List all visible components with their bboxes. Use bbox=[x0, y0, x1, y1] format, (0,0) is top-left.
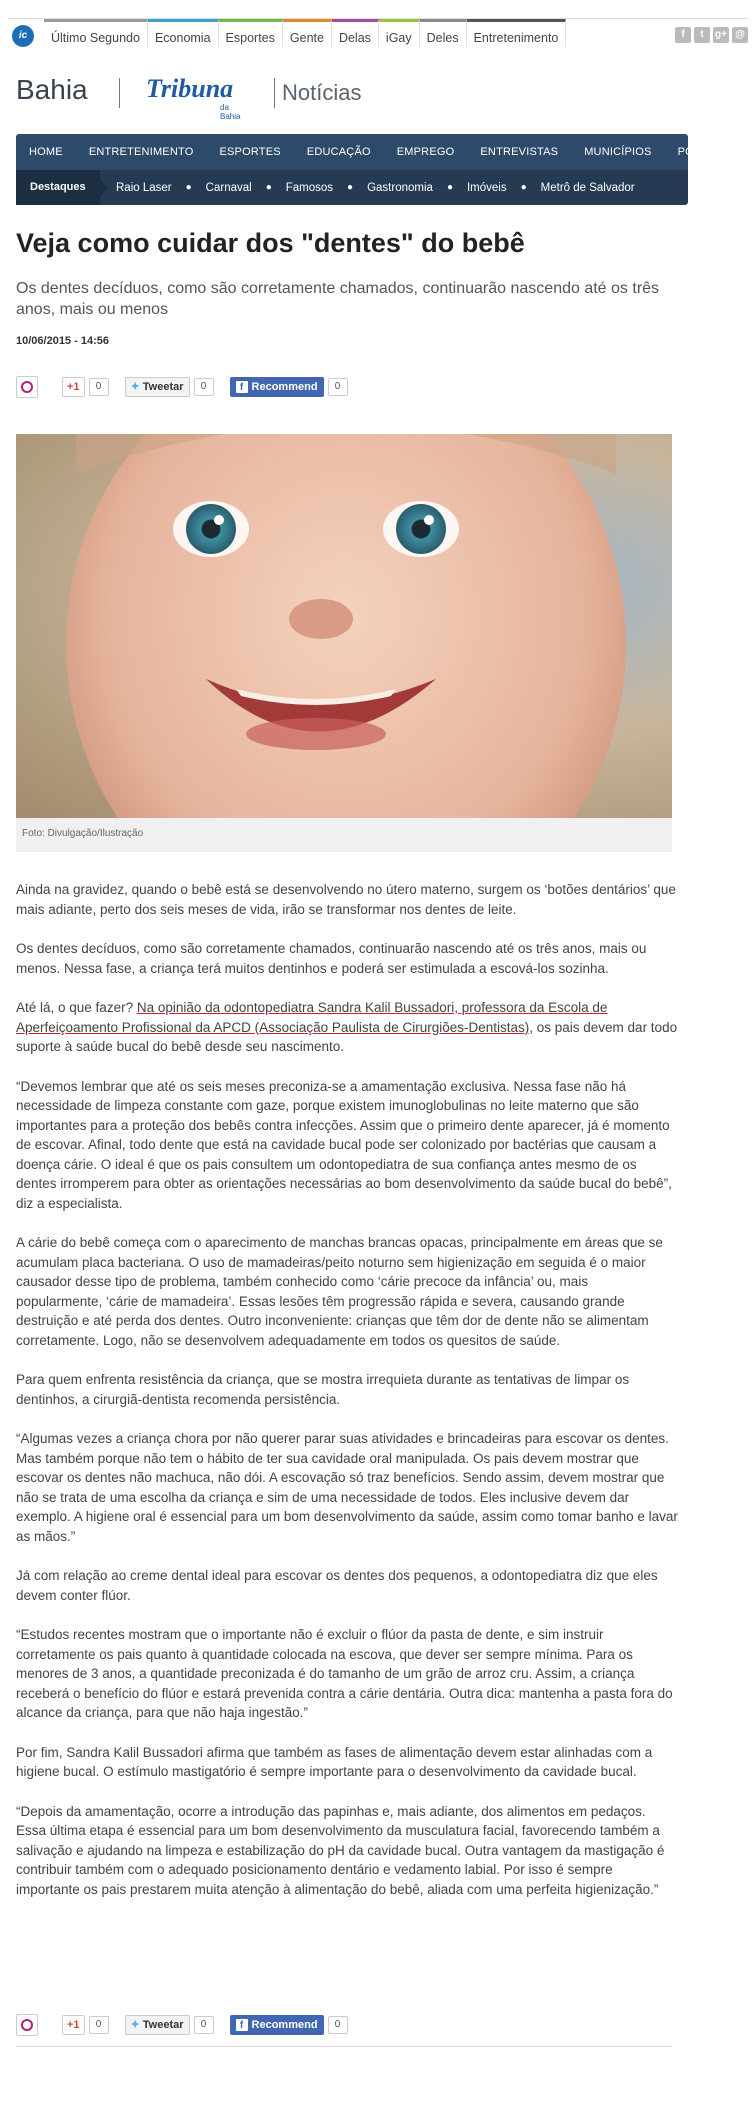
article-paragraph: “Devemos lembrar que até os seis meses preconiza-se a amamentação exclusiva. Nessa fase não há necessidade de limpeza constante com gaze, porque existem imunoglobulinas no leite materno que são importantes para a proteção dos bebês contra infecções. Assim que o primeiro dente aparecer, já é momento de escovar. Afinal, todo dente que está na cavidade bucal pode ser colonizado por bactérias que causam a doença cárie. O ideal é que os pais consultem um odontopediatra de sua confiança antes mesmo de os dentes irromperem para obter as orientações necessárias ao bom desenvolvimento da saúde bucal do bebê”, diz a especialista. bbox=[16, 1078, 672, 1211]
article-paragraph: Para quem enfrenta resistência da criança, que se mostra irrequieta durante as tentativas de limpar os dentinhos, a cirurgiã-dentista recomenda persistência. bbox=[16, 1372, 630, 1407]
main-nav bbox=[16, 134, 730, 170]
main-nav-item[interactable]: EDUCAÇÃO bbox=[306, 146, 371, 158]
facebook-recommend-button[interactable] bbox=[230, 377, 324, 397]
article-paragraph bbox=[16, 998, 678, 1057]
facebook-icon[interactable]: f bbox=[675, 27, 691, 43]
article-date: 10/06/2015 - 14:56 bbox=[16, 335, 109, 347]
portal-nav-item[interactable]: Delas bbox=[332, 19, 379, 47]
paragraph-lead: Até lá, o que fazer? bbox=[16, 1000, 137, 1015]
ig-logo-icon[interactable]: ic bbox=[12, 25, 34, 47]
destaques-link[interactable]: Gastronomia bbox=[367, 181, 433, 194]
gplus-count: 0 bbox=[89, 378, 109, 396]
article-paragraph: Os dentes decíduos, como são corretamente chamados, continuarão nascendo até os três anos, mais ou menos. Nessa fase, a criança terá muitos dentinhos e poderá ser estimulada a escová-los sozinha. bbox=[16, 941, 647, 976]
destaques-bar bbox=[16, 170, 688, 205]
main-nav-item[interactable]: HOME bbox=[29, 146, 63, 158]
destaques-label: Destaques bbox=[16, 170, 100, 205]
article-paragraph: “Estudos recentes mostram que o importante não é excluir o flúor da pasta de dente, e sim instruir corretamente os pais quanto à quantidade colocada na escova, que dever ser sempre mínima. Para os menores de 3 anos, a quantidade preconizada é do tamanho de um grão de arroz cru. Assim, a criança receberá o benefício do flúor e estará prevenida contra a cárie dentária. Outra dica: mantenha a pasta fora do alcance da criança, para que não haja ingestão.” bbox=[16, 1627, 673, 1720]
gplus-button[interactable]: +1 bbox=[62, 377, 85, 397]
article-paragraph: Por fim, Sandra Kalil Bussadori afirma que também as fases de alimentação devem estar alinhadas com a higiene bucal. O estímulo mastigatório é sempre importante para o desenvolvimento da cavidade bucal. bbox=[16, 1744, 653, 1779]
main-nav-item[interactable]: EMPREGO bbox=[396, 146, 455, 158]
article-title: Veja como cuidar dos "dentes" do bebê bbox=[16, 228, 525, 258]
portal-nav-item[interactable]: Deles bbox=[420, 19, 467, 47]
fb-count: 0 bbox=[328, 378, 348, 396]
destaques-link[interactable]: Carnaval bbox=[205, 181, 252, 194]
destaques-link[interactable]: Famosos bbox=[285, 181, 334, 194]
orkut-share-icon[interactable] bbox=[16, 376, 38, 398]
main-nav-item[interactable]: ENTREVISTAS bbox=[480, 146, 559, 158]
facebook-icon: f bbox=[236, 2019, 248, 2031]
share-bar-top bbox=[16, 376, 348, 398]
main-nav-item[interactable]: ESPORTES bbox=[219, 146, 281, 158]
tweet-count: 0 bbox=[194, 2016, 214, 2034]
twitter-icon[interactable]: t bbox=[694, 27, 710, 43]
article-paragraph: “Algumas vezes a criança chora por não querer parar suas atividades e brincadeiras para escovar os dentes. Mas também porque não tem o hábito de ter sua cavidade oral manipulada. Os pais devem mostrar que escovar os dentes não machuca, não dói. A escovação só traz benefícios. Sendo assim, devem mostrar que não se trata de uma escolha da criança e sim de uma necessidade de todos. Eles inclusive devem dar exemplo. A higiene oral é essencial para um bom desenvolvimento da saúde, assim como tomar banho e lavar as mãos.” bbox=[16, 1431, 678, 1544]
portal-nav-item[interactable]: Último Segundo bbox=[44, 19, 148, 47]
article-paragraph: Ainda na gravidez, quando o bebê está se desenvolvendo no útero materno, surgem os ‘botões dentários’ que mais adiante, perto dos seis meses de vida, irão se transformar nos dentes de leite. bbox=[16, 882, 676, 917]
article-paragraph: “Depois da amamentação, ocorre a introdução das papinhas e, mais adiante, dos alimentos em pedaços. Essa última etapa é essencial para um bom desenvolvimento da musculatura facial, favorecendo também a salivação e ajudando na limpeza e estabilização do pH da cavidade bucal. Outra vantagem da mastigação é contribuir também com o adequado posicionamento dentário e vedamento labial. Por isso é sempre importante os pais prestarem muita atenção à alimentação do bebê, aliada com uma perfeita higienização.” bbox=[16, 1803, 665, 1897]
fb-label: Recommend bbox=[251, 2019, 318, 2031]
main-nav-item[interactable]: MUNICÍPIOS bbox=[584, 146, 652, 158]
fb-label: Recommend bbox=[251, 381, 318, 393]
destaques-link[interactable]: Metrô de Salvador bbox=[540, 181, 635, 194]
twitter-bird-icon: ✦ bbox=[130, 2019, 140, 2031]
article-photo bbox=[16, 434, 672, 818]
article-body bbox=[16, 880, 678, 1919]
highlighted-quote-link[interactable]: Na opinião da odontopediatra Sandra Kalil Bussadori, professora da Escola de Aperfeiçoamento Profissional da APCD (Associação Paulista de Cirurgiões-Dentistas) bbox=[16, 1000, 608, 1035]
portal-nav-item[interactable]: iGay bbox=[379, 19, 420, 47]
fb-count: 0 bbox=[328, 2016, 348, 2034]
bullet-separator: ● bbox=[185, 182, 192, 193]
portal-nav-item[interactable]: Gente bbox=[283, 19, 332, 47]
tweet-count: 0 bbox=[194, 378, 214, 396]
paragraph-tail: , os pais devem dar todo suporte à saúde bucal do bebê desde seu nascimento. bbox=[16, 1019, 678, 1054]
brand-section: Notícias bbox=[282, 80, 362, 105]
bottom-divider bbox=[16, 2046, 672, 2047]
destaques-links bbox=[116, 170, 635, 205]
article-subtitle: Os dentes decíduos, como são corretamente chamados, continuarão nascendo até os três anos, mais ou menos bbox=[16, 280, 660, 318]
main-nav-item[interactable]: ENTRETENIMENTO bbox=[88, 146, 194, 158]
brand-region: Bahia bbox=[16, 74, 88, 105]
portal-nav-item[interactable]: Economia bbox=[148, 19, 219, 47]
tweet-label: Tweetar bbox=[142, 381, 184, 393]
main-nav-item[interactable]: POLÍTICA bbox=[677, 146, 730, 158]
gplus-count: 0 bbox=[89, 2016, 109, 2034]
brand-divider bbox=[274, 78, 275, 108]
brand-logo-sub: da Bahia bbox=[220, 103, 241, 121]
tweet-label: Tweetar bbox=[142, 2019, 184, 2031]
portal-nav-item[interactable]: Entretenimento bbox=[467, 19, 567, 47]
destaques-link[interactable]: Imóveis bbox=[466, 181, 507, 194]
photo-caption bbox=[16, 818, 672, 852]
bullet-separator: ● bbox=[265, 182, 272, 193]
google-plus-icon[interactable]: g+ bbox=[713, 27, 729, 43]
email-icon[interactable]: @ bbox=[732, 27, 748, 43]
article-paragraph: Já com relação ao creme dental ideal para escovar os dentes dos pequenos, a odontopediatra diz que eles devem conter flúor. bbox=[16, 1568, 658, 1603]
gplus-button[interactable]: +1 bbox=[62, 2015, 85, 2035]
destaques-link[interactable]: Raio Laser bbox=[116, 181, 172, 194]
bullet-separator: ● bbox=[347, 182, 354, 193]
share-bar-bottom bbox=[16, 2014, 348, 2036]
facebook-recommend-button[interactable] bbox=[230, 2015, 324, 2035]
social-icons bbox=[675, 27, 748, 43]
tweet-button[interactable] bbox=[125, 2015, 190, 2035]
brand-logo: Tribuna bbox=[146, 74, 234, 103]
brand-divider bbox=[119, 78, 120, 108]
facebook-icon: f bbox=[236, 381, 248, 393]
orkut-share-icon[interactable] bbox=[16, 2014, 38, 2036]
tweet-button[interactable] bbox=[125, 377, 190, 397]
portal-nav-item[interactable]: Esportes bbox=[219, 19, 283, 47]
photo-caption-text: Foto: Divulgação/Ilustração bbox=[22, 828, 144, 839]
baby-photo-illustration bbox=[16, 434, 672, 818]
twitter-bird-icon: ✦ bbox=[130, 381, 140, 393]
portal-topbar bbox=[8, 18, 748, 47]
bullet-separator: ● bbox=[446, 182, 453, 193]
article-paragraph: A cárie do bebê começa com o aparecimento de manchas brancas opacas, principalmente em áreas que se acumulam placa bacteriana. O uso de mamadeiras/peito noturno sem higienização em seguida é o maior causador desse tipo de problema, também conhecido como ‘cárie precoce da infância’ ou, mais popularmente, ‘cárie de mamadeira’. Essas lesões têm progressão rápida e severa, causando grande destruição e até perda dos dentes. Outro inconveniente: crianças que têm dor de dente não se alimentam corretamente. Logo, não se desenvolvem adequadamente em todos os quesitos de saúde. bbox=[16, 1235, 663, 1348]
bullet-separator: ● bbox=[520, 182, 527, 193]
portal-nav bbox=[44, 19, 566, 47]
